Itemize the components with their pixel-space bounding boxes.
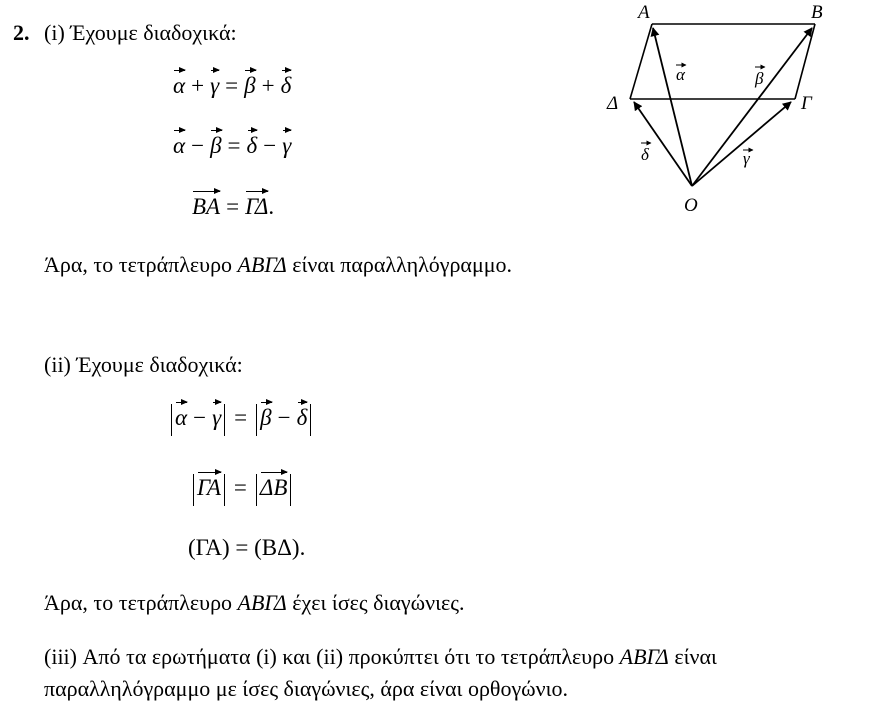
vector-DeltaB: ΔΒ: [259, 475, 288, 501]
minus-sign: −: [277, 405, 291, 431]
plus-sign: +: [261, 73, 275, 98]
conclusion-2-text: Άρα, το τετράπλευρο: [44, 590, 233, 615]
vector-arrow-gamma: [692, 102, 791, 186]
part3-line-2: παραλληλόγραμμο με ίσες διαγώνιες, άρα είναι ορθογώνιο.: [44, 676, 569, 701]
label-vec-gamma: γ: [743, 149, 750, 168]
equals-sign: =: [227, 133, 241, 158]
equals-sign: =: [233, 475, 247, 501]
side-BG: [795, 24, 815, 99]
minus-sign: −: [263, 133, 277, 158]
vector-gamma: γ: [210, 73, 220, 98]
quadrilateral-name: ΑΒΓΔ: [237, 590, 287, 615]
vector-gamma: γ: [212, 405, 222, 431]
vector-delta: δ: [280, 73, 292, 98]
part1-intro: (i) Έχουμε διαδοχικά:: [44, 20, 237, 45]
vector-alpha: α: [173, 73, 186, 98]
label-A: Α: [638, 2, 650, 23]
vector-beta: β: [260, 405, 272, 431]
conclusion-1-end: είναι παραλληλόγραμμο.: [292, 252, 513, 277]
part3-text: (iii) Από τα ερωτήματα (i) και (ii) προκύπτει ότι το τετράπλευρο: [44, 644, 615, 669]
vector-arrow-delta: [634, 102, 692, 186]
conclusion-2-end: έχει ίσες διαγώνιες.: [292, 590, 465, 615]
label-vec-beta: β: [755, 69, 764, 88]
part2-intro: (ii) Έχουμε διαδοχικά:: [44, 352, 243, 377]
label-Delta: Δ: [607, 93, 619, 114]
quadrilateral-name: ΑΒΓΔ: [619, 644, 669, 669]
vector-arrow-beta: [692, 28, 812, 186]
minus-sign: −: [193, 405, 207, 431]
equals-sign: =: [225, 73, 239, 98]
minus-sign: −: [191, 133, 205, 158]
quadrilateral-name: ΑΒΓΔ: [237, 252, 287, 277]
vector-delta: δ: [296, 405, 308, 431]
conclusion-1-text: Άρα, το τετράπλευρο: [44, 252, 233, 277]
vector-beta: β: [210, 133, 222, 158]
vector-GammaDelta: ΓΔ: [245, 194, 269, 219]
vector-gamma: γ: [282, 133, 292, 158]
item-number: 2.: [13, 20, 30, 45]
vector-delta: δ: [246, 133, 258, 158]
equals-sign: =: [226, 194, 240, 219]
part3-line-1-end: είναι: [674, 644, 717, 669]
vector-beta: β: [244, 73, 256, 98]
label-B: Β: [811, 2, 823, 23]
vector-arrow-alpha: [653, 28, 692, 186]
label-O: Ο: [684, 195, 698, 216]
side-AD: [630, 24, 652, 99]
vector-alpha: α: [175, 405, 188, 431]
vector-GammaA: ΓΑ: [197, 475, 221, 501]
label-Gamma: Γ: [801, 93, 812, 114]
plus-sign: +: [191, 73, 205, 98]
period: .: [268, 194, 275, 219]
equation-6: (ΓΑ) = (ΒΔ).: [188, 535, 306, 560]
label-vec-delta: δ: [641, 145, 649, 164]
label-vec-alpha: α: [676, 65, 685, 84]
vector-alpha: α: [173, 133, 186, 158]
equals-sign: =: [234, 405, 248, 431]
vector-BA: BA: [192, 194, 221, 219]
